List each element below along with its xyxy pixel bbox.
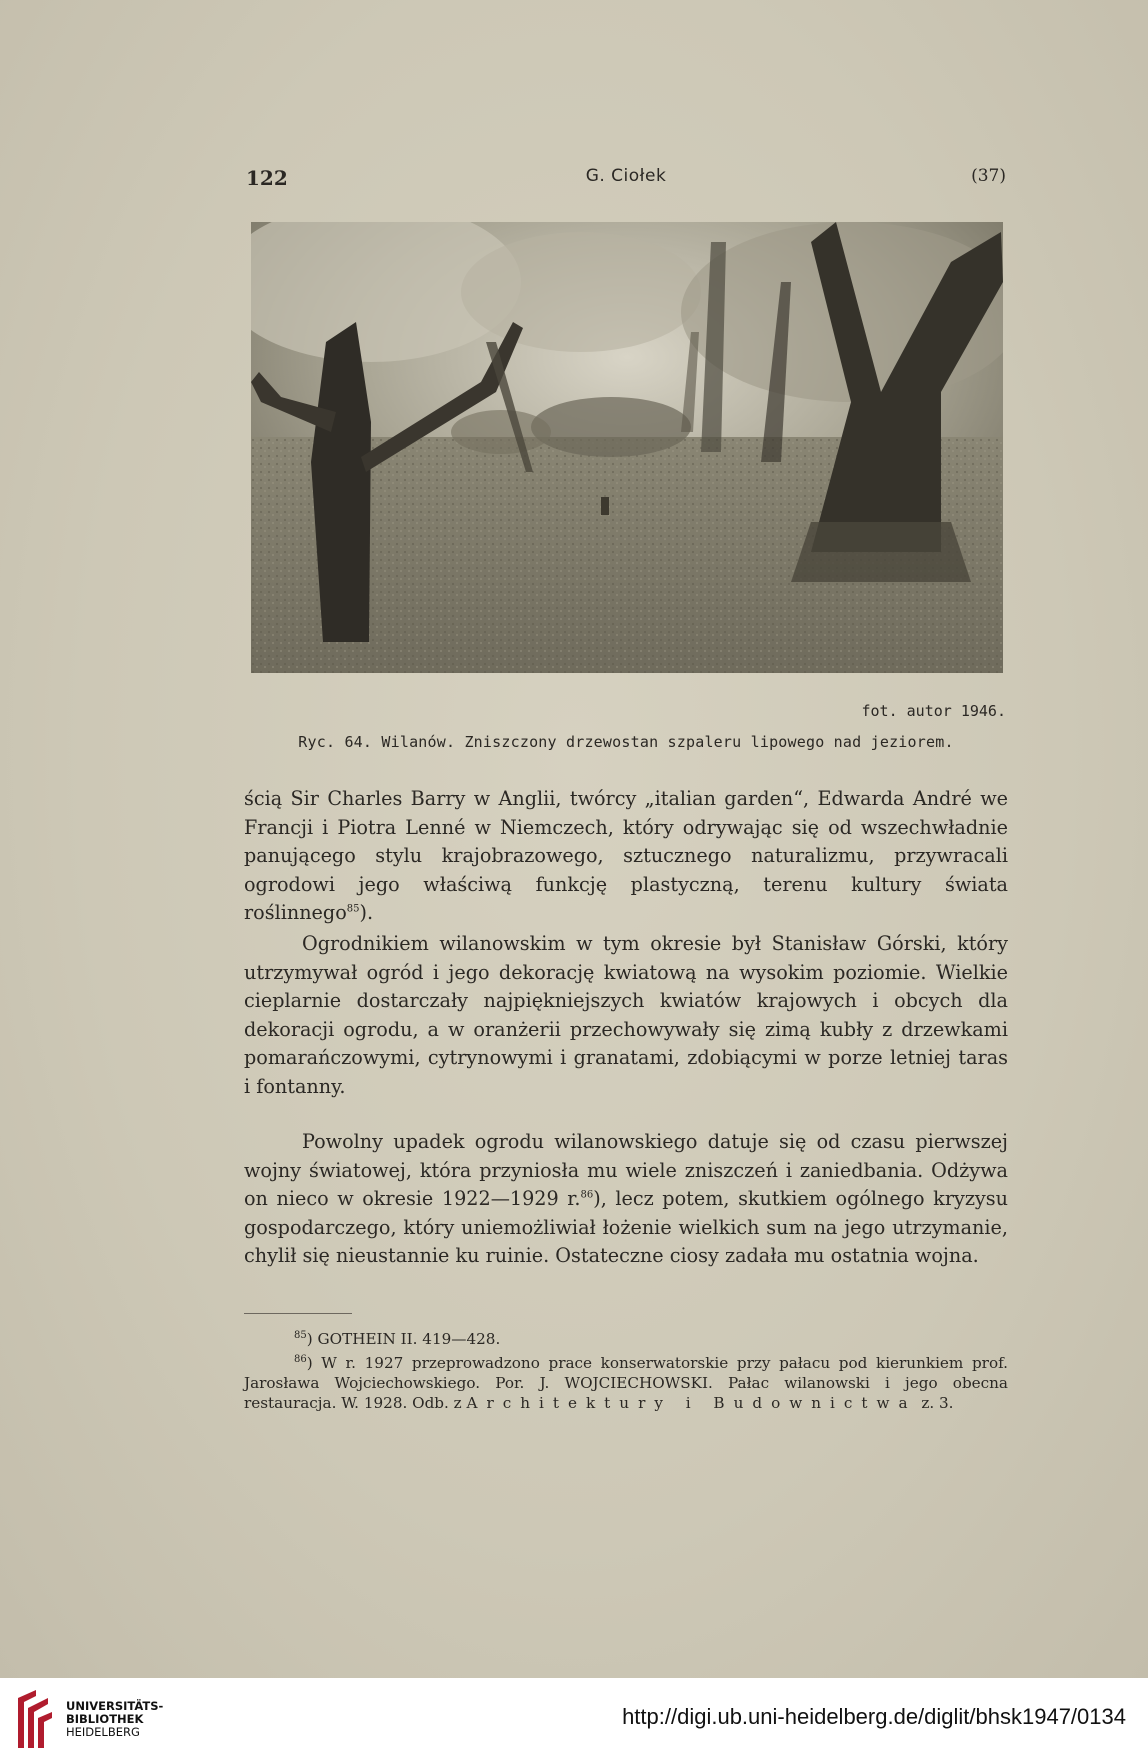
library-footer (0, 1678, 1148, 1760)
footnote-86-text-b: z. 3. (916, 1394, 954, 1412)
permalink-url[interactable]: http://digi.ub.uni-heidelberg.de/diglit/bhsk1947/0134 (622, 1704, 1126, 1729)
paragraph-1 (244, 785, 1008, 928)
footnote-85 (244, 1329, 1008, 1349)
footnote-ref-86: 86 (580, 1189, 594, 1201)
paragraph-3 (244, 1128, 1008, 1271)
footnotes (244, 1329, 1008, 1417)
paragraph-1-end: ). (359, 901, 374, 925)
figure-caption: Ryc. 64. Wilanów. Zniszczony drzewostan szpaleru lipowego nad jeziorem. (298, 733, 954, 751)
footnote-86 (244, 1353, 1008, 1413)
footnote-ref-85: 85 (346, 903, 360, 915)
footnote-86-spaced-title: Architektury i Budownictwa (466, 1394, 917, 1412)
figure-photo-trees (251, 222, 1003, 673)
library-name (66, 1700, 163, 1739)
photo-illustration (251, 222, 1003, 673)
running-title-author: G. Ciołek (585, 166, 667, 186)
paragraph-1-text: ścią Sir Charles Barry w Anglii, twórcy „italian garden“, Edwarda André we Francji i Piotra Lenné w Niemczech, który odrywając się od wszechwładnie panującego stylu krajobrazowego, sztucznego naturalizmu, przywracali ogrodowi jego właściwą funkcję plastyczną, terenu kultury świata roślinnego (244, 787, 1008, 925)
library-name-line3: HEIDELBERG (66, 1725, 140, 1739)
library-name-line1: UNIVERSITÄTS- (66, 1699, 164, 1713)
library-name-line2: BIBLIOTHEK (66, 1712, 144, 1726)
footnote-85-text: ) GOTHEIN II. 419—428. (306, 1330, 501, 1348)
footnote-divider (244, 1313, 352, 1314)
paragraph-3-text-a: Powolny upadek ogrodu wilanowskiego datuje się od czasu pierwszej wojny światowej, która przyniosła mu wiele zniszczeń i zaniedbania. Odżywa on nieco w okresie 1922—1929 r. (244, 1130, 1008, 1211)
footnote-86-mark: 86 (294, 1353, 307, 1365)
section-number: (37) (971, 166, 1006, 186)
photo-credit: fot. autor 1946. (861, 702, 1006, 720)
paragraph-2: Ogrodnikiem wilanowskim w tym okresie był Stanisław Górski, który utrzymywał ogród i jego dekorację kwiatową na wysokim poziomie. Wielkie cieplarnie dostarczały najpiękniejszych kwiatów krajowych i obcych dla dekoracji ogrodu, a w oranżerii przechowywały się zimą kubły z drzewkami pomarańczowymi, cytrynowymi i granatami, zdobiącymi w porze letniej taras i fontanny. (244, 932, 1008, 1098)
paragraph-3-text-b: ), lecz potem, skutkiem ogólnego kryzysu gospodarczego, który uniemożliwiał łożenie wielkich sum na jego utrzymanie, chylił się nieustannie ku ruinie. Ostateczne ciosy zadała mu ostatnia wojna. (244, 1187, 1008, 1268)
footnote-86-text-a: ) W r. 1927 przeprowadzono prace konserwatorskie przy pałacu pod kierunkiem prof. Jarosława Wojciechowskiego. Por. J. WOJCIECHOWSKI. Pałac wilanowski i jego obecna restauracja. W. 1928. Odb. z (244, 1354, 1008, 1412)
university-library-logo-icon (14, 1688, 54, 1750)
page-number: 122 (246, 166, 288, 190)
footnote-85-mark: 85 (294, 1329, 307, 1341)
running-header (246, 166, 1006, 190)
